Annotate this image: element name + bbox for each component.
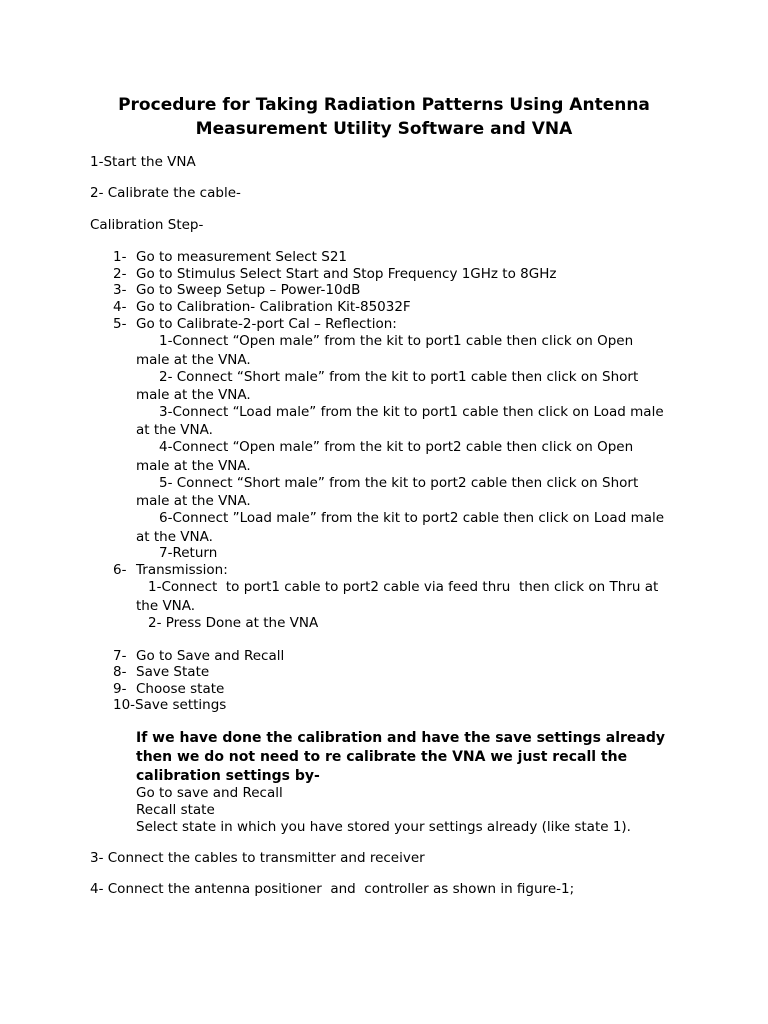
calibration-item-number: 6- (113, 562, 127, 578)
step-3-connect-cables: 3- Connect the cables to transmitter and receiver (90, 850, 425, 866)
calibration-item-number: 3- (113, 282, 127, 298)
reflection-substep: 6-Connect ”Load male” from the kit to port2 cable then click on Load male (159, 510, 665, 526)
reflection-substep-continuation: male at the VNA. (136, 387, 251, 403)
reflection-substep: 3-Connect “Load male” from the kit to port1 cable then click on Load male (159, 404, 664, 420)
calibration-item: Go to Save and Recall (136, 648, 285, 664)
calibration-item: Save State (136, 664, 210, 680)
calibration-item: Go to Sweep Setup – Power-10dB (136, 282, 361, 298)
step-2-calibrate-cable: 2- Calibrate the cable- (90, 185, 241, 201)
transmission-substep: 1-Connect to port1 cable to port2 cable via feed thru then click on Thru at (148, 579, 659, 595)
calibration-item: Go to Calibrate-2-port Cal – Reflection: (136, 316, 397, 332)
reflection-substep-continuation: male at the VNA. (136, 493, 251, 509)
calibration-item-number: 1- (113, 249, 127, 265)
note-line: Recall state (136, 802, 215, 818)
reflection-substep-continuation: male at the VNA. (136, 352, 251, 368)
document-title-line-2: Measurement Utility Software and VNA (195, 119, 573, 139)
note-line: Select state in which you have stored your settings already (like state 1). (136, 819, 631, 835)
calibration-item: Choose state (136, 681, 225, 697)
note-bold-line: If we have done the calibration and have the save settings already (136, 730, 666, 746)
reflection-return: 7-Return (159, 545, 218, 561)
reflection-substep: 5- Connect “Short male” from the kit to port2 cable then click on Short (159, 475, 639, 491)
calibration-item-number: 2- (113, 266, 127, 282)
reflection-substep: 4-Connect “Open male” from the kit to port2 cable then click on Open (159, 439, 634, 455)
transmission-done: 2- Press Done at the VNA (148, 615, 319, 631)
calibration-item: Transmission: (136, 562, 228, 578)
calibration-item: 10-Save settings (113, 697, 227, 713)
document-title-line-1: Procedure for Taking Radiation Patterns Using Antenna (118, 95, 650, 115)
note-line: Go to save and Recall (136, 785, 283, 801)
calibration-item: Go to measurement Select S21 (136, 249, 348, 265)
reflection-substep-continuation: at the VNA. (136, 422, 213, 438)
calibration-item-number: 8- (113, 664, 127, 680)
calibration-item: Go to Stimulus Select Start and Stop Frequency 1GHz to 8GHz (136, 266, 557, 282)
step-1-start-vna: 1-Start the VNA (90, 154, 196, 170)
calibration-item-number: 4- (113, 299, 127, 315)
calibration-item-number: 5- (113, 316, 127, 332)
calibration-item: Go to Calibration- Calibration Kit-85032F (136, 299, 411, 315)
reflection-substep-continuation: at the VNA. (136, 529, 213, 545)
calibration-step-heading: Calibration Step- (90, 217, 204, 233)
calibration-item-number: 9- (113, 681, 127, 697)
reflection-substep-continuation: male at the VNA. (136, 458, 251, 474)
calibration-item-number: 7- (113, 648, 127, 664)
note-bold-line: calibration settings by- (136, 768, 320, 784)
step-4-connect-positioner: 4- Connect the antenna positioner and controller as shown in figure-1; (90, 881, 575, 897)
transmission-substep-continuation: the VNA. (136, 598, 196, 614)
reflection-substep: 1-Connect “Open male” from the kit to port1 cable then click on Open (159, 333, 634, 349)
note-bold-line: then we do not need to re calibrate the VNA we just recall the (136, 749, 628, 765)
reflection-substep: 2- Connect “Short male” from the kit to port1 cable then click on Short (159, 369, 639, 385)
